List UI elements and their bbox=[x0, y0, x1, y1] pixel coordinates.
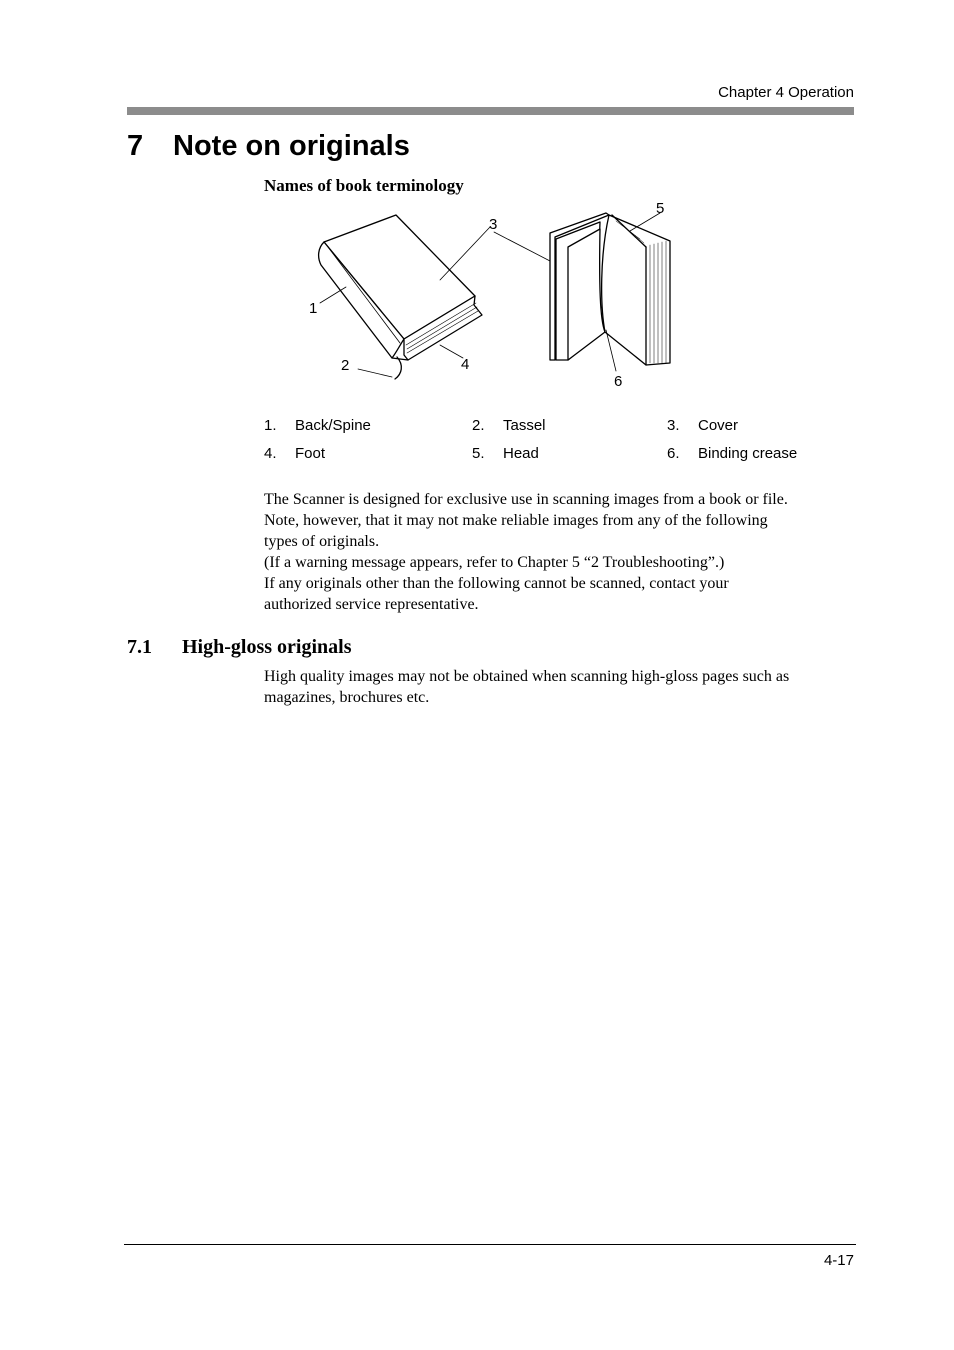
legend-label: Binding crease bbox=[698, 444, 798, 462]
header-rule bbox=[127, 107, 854, 115]
legend-item bbox=[264, 445, 472, 462]
callout-2: 2 bbox=[341, 357, 350, 374]
legend-item bbox=[264, 417, 472, 434]
legend-item bbox=[667, 445, 854, 462]
legend-item bbox=[667, 417, 854, 434]
subsection-paragraph: High quality images may not be obtained when scanning high-gloss pages such as magazines, brochures etc. bbox=[264, 668, 790, 706]
legend-number: 5. bbox=[472, 444, 485, 462]
figure-caption: Names of book terminology bbox=[264, 176, 464, 195]
book-terminology-illustration bbox=[300, 195, 690, 395]
legend-label: Tassel bbox=[503, 416, 546, 434]
intro-paragraph bbox=[264, 489, 854, 615]
text-line: If any originals other than the following cannot be scanned, contact your bbox=[264, 575, 729, 592]
text-line: The Scanner is designed for exclusive use in scanning images from a book or file. bbox=[264, 491, 788, 508]
legend-number: 6. bbox=[667, 444, 680, 462]
legend-number: 3. bbox=[667, 416, 680, 434]
callout-6: 6 bbox=[614, 373, 623, 390]
text-line: Note, however, that it may not make reliable images from any of the following bbox=[264, 512, 768, 529]
legend-label: Back/Spine bbox=[295, 416, 371, 434]
text-line: authorized service representative. bbox=[264, 596, 479, 613]
legend-number: 1. bbox=[264, 416, 277, 434]
legend-number: 2. bbox=[472, 416, 485, 434]
callout-3: 3 bbox=[489, 216, 498, 233]
subsection-title: High-gloss originals bbox=[182, 636, 352, 658]
legend-row bbox=[264, 439, 854, 467]
callout-4: 4 bbox=[461, 356, 470, 373]
text-line: (If a warning message appears, refer to Chapter 5 “2 Troubleshooting”.) bbox=[264, 554, 725, 571]
legend-label: Head bbox=[503, 444, 539, 462]
text-line: types of originals. bbox=[264, 533, 380, 550]
terminology-legend bbox=[264, 411, 854, 467]
closed-book-drawing bbox=[319, 215, 490, 379]
subsection-heading bbox=[127, 636, 351, 659]
legend-item bbox=[472, 445, 667, 462]
legend-number: 4. bbox=[264, 444, 277, 462]
legend-item bbox=[472, 417, 667, 434]
callout-5: 5 bbox=[656, 200, 665, 217]
section-title: Note on originals bbox=[173, 130, 410, 162]
legend-row bbox=[264, 411, 854, 439]
callout-1: 1 bbox=[309, 300, 318, 317]
legend-label: Foot bbox=[295, 444, 326, 462]
section-number: 7 bbox=[127, 130, 144, 162]
open-book-drawing bbox=[494, 213, 670, 371]
section-heading bbox=[127, 130, 410, 163]
legend-label: Cover bbox=[698, 416, 739, 434]
footer-rule bbox=[124, 1244, 856, 1245]
page-number: 4-17 bbox=[823, 1252, 854, 1269]
subsection-number: 7.1 bbox=[127, 636, 152, 658]
running-head: Chapter 4 Operation bbox=[718, 84, 854, 101]
